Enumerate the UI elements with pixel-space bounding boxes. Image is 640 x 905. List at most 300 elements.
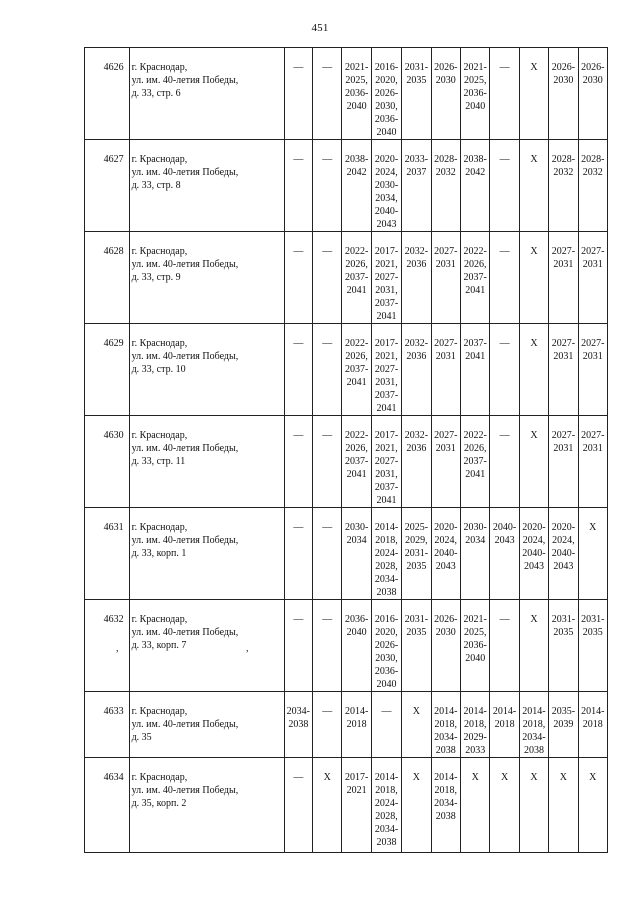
period-line: 2014- bbox=[581, 706, 605, 717]
period-cell bbox=[578, 324, 607, 416]
period-cell bbox=[519, 232, 548, 324]
period-line: 2035 bbox=[406, 561, 427, 572]
period-cell bbox=[549, 232, 578, 324]
period-cell bbox=[519, 324, 548, 416]
period-cell bbox=[284, 232, 312, 324]
period-cell bbox=[461, 508, 490, 600]
period-line: 2014- bbox=[374, 522, 399, 533]
address-line: д. 35, корп. 2 bbox=[131, 798, 187, 809]
period-line: 2040 bbox=[376, 679, 397, 690]
period-cell bbox=[490, 600, 519, 692]
period-cell bbox=[549, 600, 578, 692]
address-cell bbox=[129, 758, 284, 853]
period-line: — bbox=[322, 154, 333, 165]
table-row bbox=[85, 140, 608, 232]
period-line: 2031 bbox=[582, 351, 603, 362]
period-line: 2018, bbox=[375, 785, 398, 796]
period-line: 2020, bbox=[375, 75, 398, 86]
period-line: 2034 bbox=[465, 535, 486, 546]
period-line: 2041 bbox=[465, 285, 486, 296]
period-cell bbox=[402, 758, 431, 853]
period-line: 2024, bbox=[434, 535, 458, 546]
table-row bbox=[85, 232, 608, 324]
period-cell bbox=[549, 324, 578, 416]
period-line: 2021- bbox=[463, 614, 487, 625]
period-cell bbox=[461, 416, 490, 508]
period-cell bbox=[313, 232, 342, 324]
period-cell bbox=[342, 692, 371, 758]
period-cell bbox=[342, 416, 371, 508]
address-cell bbox=[129, 600, 284, 692]
address-cell bbox=[129, 48, 284, 140]
period-line: 2031 bbox=[553, 351, 574, 362]
period-line: — bbox=[322, 706, 333, 717]
period-line: 2018 bbox=[346, 719, 367, 730]
period-line: — bbox=[322, 614, 333, 625]
period-line: 2014- bbox=[434, 706, 458, 717]
period-cell bbox=[313, 48, 342, 140]
period-cell bbox=[313, 692, 342, 758]
period-cell bbox=[402, 692, 431, 758]
period-cell bbox=[549, 140, 578, 232]
period-line: 2021 bbox=[346, 785, 367, 796]
period-cell bbox=[402, 600, 431, 692]
period-cell bbox=[371, 48, 401, 140]
period-line: — bbox=[322, 430, 333, 441]
period-line: X bbox=[412, 772, 421, 783]
period-line: 2024, bbox=[552, 535, 575, 546]
period-cell bbox=[371, 416, 401, 508]
period-line: 2030 bbox=[553, 75, 574, 86]
period-line: 2037 bbox=[406, 167, 427, 178]
period-line: 2026, bbox=[345, 443, 368, 454]
period-cell bbox=[519, 416, 548, 508]
period-line: 2018 bbox=[582, 719, 603, 730]
period-cell bbox=[342, 324, 371, 416]
period-cell bbox=[284, 692, 312, 758]
period-line: 2037- bbox=[374, 482, 399, 493]
period-line: 2031- bbox=[404, 548, 429, 559]
period-line: 2035- bbox=[551, 706, 576, 717]
period-cell bbox=[549, 692, 578, 758]
period-line: — bbox=[293, 246, 304, 257]
period-line: 2038 bbox=[435, 745, 456, 756]
period-line: 2028, bbox=[375, 561, 398, 572]
period-cell bbox=[284, 324, 312, 416]
period-line: 2029, bbox=[405, 535, 428, 546]
period-cell bbox=[549, 508, 578, 600]
period-cell bbox=[313, 140, 342, 232]
address-line: г. Краснодар, bbox=[131, 706, 188, 717]
period-cell bbox=[284, 600, 312, 692]
period-line: 2026- bbox=[374, 640, 399, 651]
period-cell bbox=[431, 758, 460, 853]
period-line: 2029- bbox=[463, 732, 487, 743]
period-line: 2034- bbox=[434, 732, 458, 743]
period-cell bbox=[313, 508, 342, 600]
period-cell bbox=[461, 232, 490, 324]
address-line: г. Краснодар, bbox=[131, 154, 188, 165]
period-cell bbox=[371, 508, 401, 600]
period-line: 2040- bbox=[522, 548, 546, 559]
period-line: 2028- bbox=[434, 154, 458, 165]
period-line: 2024, bbox=[522, 535, 546, 546]
period-line: — bbox=[322, 338, 333, 349]
row-number: 4633 bbox=[85, 692, 130, 758]
address-line: д. 35 bbox=[131, 732, 152, 743]
period-line: 2031 bbox=[435, 443, 456, 454]
period-line: 2038 bbox=[376, 837, 397, 848]
period-line: 2027- bbox=[581, 338, 605, 349]
period-cell bbox=[578, 416, 607, 508]
period-line: 2032- bbox=[404, 246, 429, 257]
period-line: X bbox=[500, 772, 509, 783]
period-cell bbox=[342, 140, 371, 232]
period-line: 2035 bbox=[553, 627, 574, 638]
period-cell bbox=[402, 48, 431, 140]
period-cell bbox=[431, 48, 460, 140]
address-cell bbox=[129, 692, 284, 758]
period-cell bbox=[461, 692, 490, 758]
address-cell bbox=[129, 140, 284, 232]
period-line: 2020, bbox=[375, 627, 398, 638]
period-line: 2028- bbox=[551, 154, 576, 165]
period-line: 2025, bbox=[463, 627, 487, 638]
period-line: 2027- bbox=[434, 430, 458, 441]
period-line: 2036 bbox=[406, 259, 427, 270]
period-line: 2014- bbox=[492, 706, 517, 717]
period-line: 2024- bbox=[374, 548, 399, 559]
address-line: ул. им. 40-летия Победы, bbox=[131, 627, 239, 638]
period-line: 2037- bbox=[463, 338, 487, 349]
period-line: 2038 bbox=[288, 719, 309, 730]
address-cell bbox=[129, 508, 284, 600]
address-line: ул. им. 40-летия Победы, bbox=[131, 443, 239, 454]
period-line: 2037- bbox=[344, 364, 369, 375]
period-line: — bbox=[293, 430, 304, 441]
period-line: 2042 bbox=[346, 167, 367, 178]
period-line: 2038- bbox=[463, 154, 487, 165]
period-cell bbox=[284, 508, 312, 600]
period-line: 2041 bbox=[376, 495, 397, 506]
period-line: 2037- bbox=[344, 272, 369, 283]
period-line: 2032 bbox=[435, 167, 456, 178]
period-line: 2022- bbox=[344, 430, 369, 441]
period-cell bbox=[578, 48, 607, 140]
address-line: г. Краснодар, bbox=[131, 430, 188, 441]
address-line: д. 33, стр. 6 bbox=[131, 88, 181, 99]
address-cell bbox=[129, 416, 284, 508]
period-line: 2030 bbox=[435, 75, 456, 86]
period-line: 2031 bbox=[435, 259, 456, 270]
period-line: 2031- bbox=[581, 614, 605, 625]
period-cell bbox=[490, 508, 519, 600]
period-cell bbox=[461, 324, 490, 416]
address-line: д. 33, стр. 9 bbox=[131, 272, 181, 283]
period-line: 2020- bbox=[374, 154, 399, 165]
address-line: г. Краснодар, bbox=[131, 522, 188, 533]
row-number: 4626 bbox=[85, 48, 130, 140]
period-line: — bbox=[322, 522, 333, 533]
period-line: 2027- bbox=[374, 364, 399, 375]
period-cell bbox=[313, 416, 342, 508]
period-line: 2032- bbox=[404, 338, 429, 349]
period-line: 2040- bbox=[434, 548, 458, 559]
period-cell bbox=[284, 758, 312, 853]
period-line: 2036 bbox=[406, 443, 427, 454]
period-line: 2040 bbox=[346, 101, 367, 112]
period-line: 2017- bbox=[374, 246, 399, 257]
period-line: 2018 bbox=[494, 719, 515, 730]
period-cell bbox=[490, 692, 519, 758]
period-cell bbox=[284, 416, 312, 508]
period-line: 2018, bbox=[434, 719, 458, 730]
table-body bbox=[85, 48, 608, 853]
period-line: 2036- bbox=[463, 88, 487, 99]
period-cell bbox=[431, 692, 460, 758]
row-number: 4628 bbox=[85, 232, 130, 324]
period-line: 2027- bbox=[551, 338, 576, 349]
period-line: 2038 bbox=[523, 745, 544, 756]
table-row bbox=[85, 692, 608, 758]
period-line: 2016- bbox=[374, 62, 399, 73]
period-line: X bbox=[323, 772, 331, 783]
period-cell bbox=[578, 692, 607, 758]
period-cell bbox=[371, 600, 401, 692]
period-line: 2034- bbox=[374, 574, 399, 585]
period-line: 2041 bbox=[346, 377, 367, 388]
period-cell bbox=[284, 140, 312, 232]
period-line: — bbox=[381, 706, 392, 717]
period-cell bbox=[461, 48, 490, 140]
period-cell bbox=[313, 324, 342, 416]
period-line: 2034, bbox=[375, 193, 398, 204]
row-number: 4632 bbox=[85, 600, 130, 692]
period-line: 2042 bbox=[465, 167, 486, 178]
period-line: 2031 bbox=[435, 351, 456, 362]
period-cell bbox=[342, 48, 371, 140]
period-cell bbox=[371, 232, 401, 324]
period-line: 2040 bbox=[465, 653, 486, 664]
period-line: 2014- bbox=[522, 706, 546, 717]
period-line: 2032 bbox=[582, 167, 603, 178]
period-cell bbox=[371, 692, 401, 758]
period-line: 2040 bbox=[346, 627, 367, 638]
period-line: 2031- bbox=[404, 62, 429, 73]
period-line: X bbox=[589, 772, 597, 783]
registry-table bbox=[84, 47, 608, 853]
period-line: 2043 bbox=[376, 219, 397, 230]
period-line: 2018, bbox=[375, 535, 398, 546]
table-row bbox=[85, 324, 608, 416]
period-cell bbox=[490, 140, 519, 232]
period-line: 2032- bbox=[404, 430, 429, 441]
period-line: — bbox=[322, 246, 333, 257]
table-row bbox=[85, 508, 608, 600]
address-cell bbox=[129, 232, 284, 324]
period-line: 2027- bbox=[374, 272, 399, 283]
period-line: 2036- bbox=[344, 88, 369, 99]
period-line: 2016- bbox=[374, 614, 399, 625]
period-line: 2025, bbox=[463, 75, 487, 86]
period-line: 2031 bbox=[582, 443, 603, 454]
period-line: 2035 bbox=[406, 75, 427, 86]
period-line: X bbox=[559, 772, 567, 783]
period-line: 2040 bbox=[376, 127, 397, 138]
address-line: ул. им. 40-летия Победы, bbox=[131, 259, 239, 270]
address-line: г. Краснодар, bbox=[131, 614, 188, 625]
period-line: 2043 bbox=[523, 561, 544, 572]
address-line: д. 33, стр. 10 bbox=[131, 364, 186, 375]
period-line: 2017- bbox=[344, 772, 369, 783]
period-cell bbox=[490, 48, 519, 140]
period-line: 2030- bbox=[374, 180, 399, 191]
period-cell bbox=[342, 508, 371, 600]
address-line: г. Краснодар, bbox=[131, 338, 188, 349]
period-line: — bbox=[499, 338, 510, 349]
period-cell bbox=[519, 508, 548, 600]
period-cell bbox=[342, 600, 371, 692]
period-cell bbox=[578, 600, 607, 692]
period-line: 2027- bbox=[581, 430, 605, 441]
period-line: 2041 bbox=[346, 469, 367, 480]
period-cell bbox=[519, 600, 548, 692]
period-line: 2043 bbox=[553, 561, 574, 572]
period-cell bbox=[519, 692, 548, 758]
period-cell bbox=[402, 140, 431, 232]
period-line: 2021, bbox=[375, 351, 398, 362]
period-line: 2032 bbox=[553, 167, 574, 178]
period-cell bbox=[549, 48, 578, 140]
period-line: 2043 bbox=[435, 561, 456, 572]
period-cell bbox=[371, 140, 401, 232]
period-cell bbox=[313, 600, 342, 692]
period-cell bbox=[578, 508, 607, 600]
period-line: 2027- bbox=[434, 246, 458, 257]
period-line: 2033- bbox=[404, 154, 429, 165]
address-line: д. 33, корп. 1 bbox=[131, 548, 187, 559]
scan-speck: , bbox=[246, 643, 249, 654]
period-line: 2024- bbox=[374, 798, 399, 809]
period-line: 2025, bbox=[345, 75, 368, 86]
period-line: — bbox=[499, 430, 510, 441]
row-number: 4629 bbox=[85, 324, 130, 416]
period-line: 2026- bbox=[551, 62, 576, 73]
table-row bbox=[85, 48, 608, 140]
period-cell bbox=[461, 600, 490, 692]
period-line: — bbox=[293, 522, 304, 533]
period-cell bbox=[490, 324, 519, 416]
period-line: 2037- bbox=[463, 272, 487, 283]
period-cell bbox=[431, 324, 460, 416]
period-line: X bbox=[412, 706, 421, 717]
period-line: 2037- bbox=[344, 456, 369, 467]
period-line: — bbox=[499, 246, 510, 257]
period-line: 2018, bbox=[522, 719, 546, 730]
period-line: 2022- bbox=[344, 338, 369, 349]
period-line: 2027- bbox=[551, 430, 576, 441]
period-cell bbox=[431, 600, 460, 692]
period-line: 2038 bbox=[435, 811, 456, 822]
period-line: 2035 bbox=[406, 627, 427, 638]
period-line: 2026, bbox=[463, 443, 487, 454]
period-cell bbox=[402, 232, 431, 324]
period-cell bbox=[431, 232, 460, 324]
period-cell bbox=[549, 416, 578, 508]
period-line: — bbox=[293, 62, 304, 73]
period-line: 2021- bbox=[344, 62, 369, 73]
period-line: 2030 bbox=[435, 627, 456, 638]
period-line: 2038- bbox=[344, 154, 369, 165]
row-number: 4630 bbox=[85, 416, 130, 508]
period-line: — bbox=[293, 772, 304, 783]
period-cell bbox=[371, 758, 401, 853]
period-cell bbox=[519, 48, 548, 140]
period-line: 2021, bbox=[375, 259, 398, 270]
period-line: 2017- bbox=[374, 338, 399, 349]
period-line: 2031- bbox=[551, 614, 576, 625]
period-cell bbox=[578, 758, 607, 853]
period-line: — bbox=[499, 614, 510, 625]
address-line: д. 33, корп. 7 bbox=[131, 640, 187, 651]
period-line: — bbox=[293, 338, 304, 349]
period-line: 2030- bbox=[463, 522, 487, 533]
period-line: X bbox=[530, 772, 538, 783]
period-line: 2040- bbox=[492, 522, 517, 533]
period-line: 2036- bbox=[374, 666, 399, 677]
row-number: 4631 bbox=[85, 508, 130, 600]
period-line: 2028- bbox=[581, 154, 605, 165]
period-cell bbox=[578, 140, 607, 232]
period-line: 2030 bbox=[582, 75, 603, 86]
period-line: 2014- bbox=[463, 706, 487, 717]
period-line: 2031- bbox=[404, 614, 429, 625]
period-cell bbox=[284, 48, 312, 140]
period-line: 2030, bbox=[375, 101, 398, 112]
address-line: д. 33, стр. 8 bbox=[131, 180, 181, 191]
period-line: 2027- bbox=[581, 246, 605, 257]
period-line: 2034 bbox=[346, 535, 367, 546]
period-line: 2036- bbox=[374, 114, 399, 125]
period-cell bbox=[461, 758, 490, 853]
period-line: — bbox=[293, 154, 304, 165]
period-line: X bbox=[530, 246, 538, 257]
period-cell bbox=[549, 758, 578, 853]
period-line: X bbox=[530, 338, 538, 349]
period-line: 2031, bbox=[375, 469, 398, 480]
period-cell bbox=[490, 416, 519, 508]
period-line: 2041 bbox=[346, 285, 367, 296]
period-line: — bbox=[499, 154, 510, 165]
period-line: 2025- bbox=[404, 522, 429, 533]
period-line: 2040 bbox=[465, 101, 486, 112]
row-number: 4627 bbox=[85, 140, 130, 232]
period-cell bbox=[519, 758, 548, 853]
address-line: ул. им. 40-летия Победы, bbox=[131, 719, 239, 730]
period-line: 2026- bbox=[581, 62, 605, 73]
address-line: ул. им. 40-летия Победы, bbox=[131, 75, 239, 86]
period-line: 2041 bbox=[465, 469, 486, 480]
period-line: 2028, bbox=[375, 811, 398, 822]
period-line: 2026, bbox=[463, 259, 487, 270]
period-line: 2031, bbox=[375, 285, 398, 296]
address-line: ул. им. 40-летия Победы, bbox=[131, 535, 239, 546]
period-line: 2040- bbox=[374, 206, 399, 217]
period-cell bbox=[342, 232, 371, 324]
period-line: 2038 bbox=[376, 587, 397, 598]
period-line: 2022- bbox=[463, 246, 487, 257]
address-cell bbox=[129, 324, 284, 416]
